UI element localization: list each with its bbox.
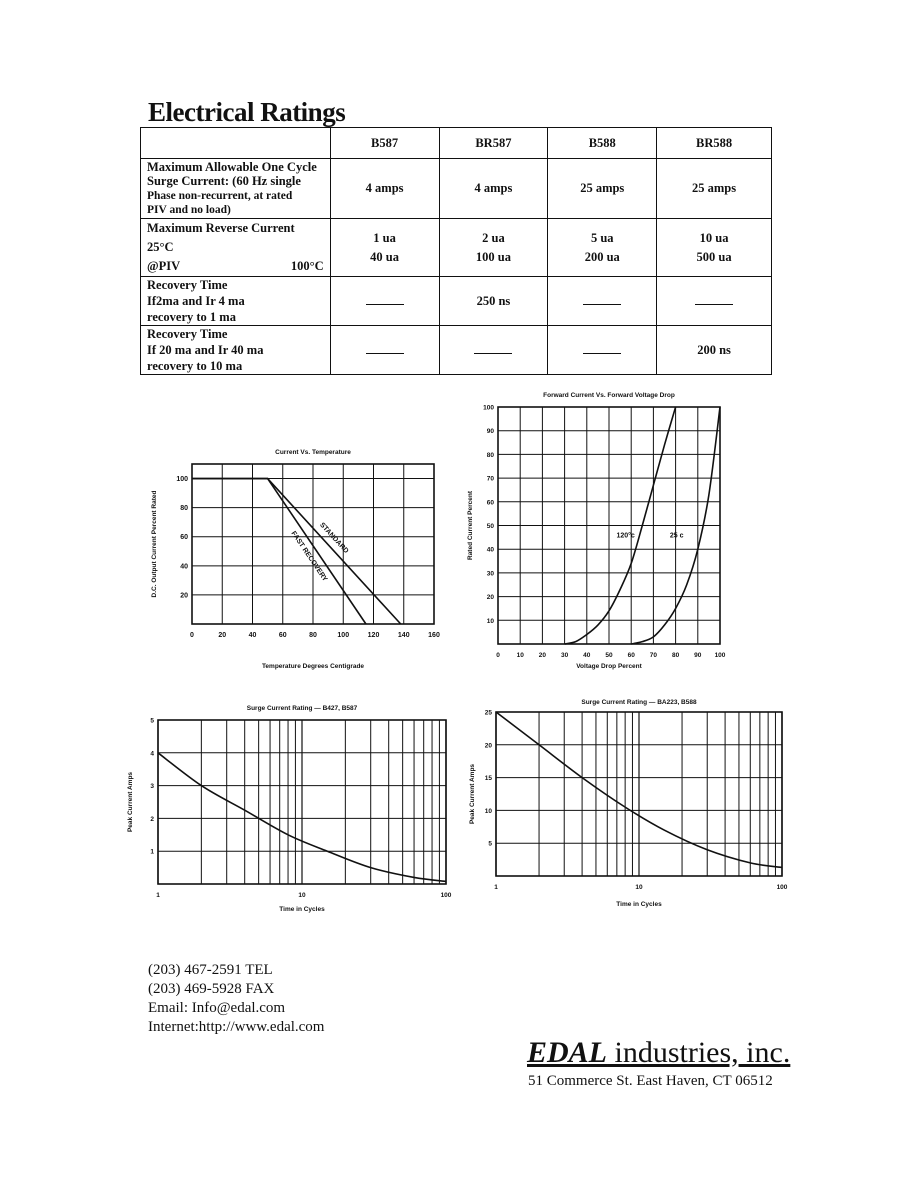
table-cell xyxy=(439,219,548,277)
x-tick-label: 60 xyxy=(627,652,635,659)
value-100c: 200 ua xyxy=(584,249,620,264)
chart-title: Surge Current Rating — BA223, B588 xyxy=(581,699,697,706)
value-100c: 40 ua xyxy=(370,249,399,264)
table-cell: 200 ns xyxy=(657,326,772,375)
chart-surge-current-b587 xyxy=(120,695,465,920)
company-name-italic: EDAL xyxy=(527,1036,608,1069)
x-tick-label: 140 xyxy=(397,632,410,639)
x-tick-label: 40 xyxy=(583,652,591,659)
label-line xyxy=(147,257,324,276)
x-tick-label: 0 xyxy=(190,632,194,639)
x-tick-label: 20 xyxy=(218,632,227,639)
value-25c: 1 ua xyxy=(373,230,396,245)
y-tick-label: 20 xyxy=(486,594,494,602)
x-tick-label: 1 xyxy=(156,892,160,899)
y-tick-label: 100 xyxy=(176,476,188,484)
label-line: If2ma and Ir 4 ma xyxy=(147,294,245,308)
value-100c: 500 ua xyxy=(696,249,732,264)
table-cell xyxy=(330,219,439,277)
series-label: STANDARD xyxy=(318,521,350,555)
chart-surge-current-b588 xyxy=(460,692,800,917)
table-cell xyxy=(548,219,657,277)
col-header-b587: B587 xyxy=(330,128,439,159)
dash-mark xyxy=(695,304,733,305)
y-tick-label: 60 xyxy=(180,534,188,542)
x-axis-label: Voltage Drop Percent xyxy=(576,663,642,670)
label-line: Recovery Time xyxy=(147,327,228,341)
table-cell: 4 amps xyxy=(439,159,548,219)
col-header-b588: B588 xyxy=(548,128,657,159)
series-label: 120°c xyxy=(616,532,635,540)
label-line: Phase non-recurrent, at rated xyxy=(147,189,293,202)
table-cell: 250 ns xyxy=(439,277,548,326)
label-line: If 20 ma and Ir 40 ma xyxy=(147,343,264,357)
x-tick-label: 80 xyxy=(671,652,680,659)
contact-email[interactable]: Email: Info@edal.com xyxy=(148,1000,286,1016)
series-label: 25 c xyxy=(669,532,684,540)
dash-mark xyxy=(474,353,512,354)
chart-forward-current-vs-voltage xyxy=(460,382,760,680)
y-axis-label: D.C. Output Current Percent Rated xyxy=(151,490,158,598)
table-cell: 25 amps xyxy=(657,159,772,219)
label-line: Surge Current: (60 Hz single xyxy=(147,174,301,188)
row-label-recovery-1 xyxy=(141,277,331,326)
contact-tel: (203) 467-2591 TEL xyxy=(148,962,273,978)
x-tick-label: 100 xyxy=(440,892,452,899)
contact-block xyxy=(148,961,324,1037)
row-label-surge xyxy=(141,159,331,219)
x-tick-label: 30 xyxy=(560,652,569,659)
y-tick-label: 2 xyxy=(150,815,154,823)
x-axis-label: Temperature Degrees Centigrade xyxy=(261,663,365,670)
chart-current-vs-temperature xyxy=(120,440,460,680)
company-address: 51 Commerce St. East Haven, CT 06512 xyxy=(528,1073,773,1089)
contact-fax: (203) 469-5928 FAX xyxy=(148,981,275,997)
y-tick-label: 5 xyxy=(150,717,154,725)
x-tick-label: 100 xyxy=(714,652,726,659)
company-name-rest: industries, inc. xyxy=(607,1036,791,1069)
x-tick-label: 100 xyxy=(776,884,788,891)
y-tick-label: 30 xyxy=(486,570,494,578)
label-100c: 100°C xyxy=(290,259,324,273)
x-axis-label: Time in Cycles xyxy=(616,901,662,908)
table-row-recovery-1 xyxy=(141,277,772,326)
series-line xyxy=(192,479,366,624)
dash-mark xyxy=(583,304,621,305)
y-tick-label: 80 xyxy=(486,451,494,459)
y-axis-label: Peak Current Amps xyxy=(127,771,134,833)
y-tick-label: 40 xyxy=(486,546,494,554)
value-25c: 2 ua xyxy=(482,230,505,245)
y-tick-label: 50 xyxy=(486,523,494,530)
col-header-br587: BR587 xyxy=(439,128,548,159)
table-cell xyxy=(330,326,439,375)
table-cell xyxy=(548,277,657,326)
x-tick-label: 90 xyxy=(694,652,702,659)
value-25c: 5 ua xyxy=(590,230,614,245)
label-line: PIV and no load) xyxy=(147,204,231,216)
y-tick-label: 10 xyxy=(484,807,492,815)
label-line: Recovery Time xyxy=(147,278,228,292)
y-tick-label: 20 xyxy=(180,592,188,600)
y-axis-label: Rated Current Percent xyxy=(467,491,474,560)
x-tick-label: 10 xyxy=(298,892,306,899)
label-piv: @PIV xyxy=(147,259,181,273)
row-label-reverse xyxy=(141,219,331,277)
y-tick-label: 15 xyxy=(484,775,492,783)
x-tick-label: 60 xyxy=(278,632,287,639)
contact-website[interactable]: Internet:http://www.edal.com xyxy=(148,1019,325,1035)
y-tick-label: 3 xyxy=(150,783,154,791)
table-cell xyxy=(548,326,657,375)
series-label: FAST RECOVERY xyxy=(289,530,329,583)
company-name xyxy=(527,1035,790,1071)
y-tick-label: 90 xyxy=(486,428,494,436)
dash-mark xyxy=(366,304,404,305)
value-25c: 10 ua xyxy=(699,230,729,245)
y-tick-label: 60 xyxy=(486,499,494,507)
y-tick-label: 70 xyxy=(486,475,494,483)
y-tick-label: 40 xyxy=(180,563,188,571)
row-label-recovery-2 xyxy=(141,326,331,375)
table-cell: 4 amps xyxy=(330,159,439,219)
x-tick-label: 1 xyxy=(494,884,498,891)
label-line: recovery to 10 ma xyxy=(147,359,243,373)
table-cell xyxy=(657,219,772,277)
chart-title: Surge Current Rating — B427, B587 xyxy=(246,705,358,712)
x-tick-label: 20 xyxy=(538,652,547,659)
chart-title: Forward Current Vs. Forward Voltage Drop xyxy=(543,392,675,399)
y-tick-label: 20 xyxy=(484,742,492,750)
x-tick-label: 10 xyxy=(516,652,524,659)
table-row-recovery-2 xyxy=(141,326,772,375)
x-tick-label: 160 xyxy=(428,632,440,639)
y-tick-label: 80 xyxy=(180,505,188,513)
table-cell: 25 amps xyxy=(548,159,657,219)
y-tick-label: 10 xyxy=(486,617,494,625)
y-tick-label: 4 xyxy=(150,750,154,758)
y-axis-label: Peak Current Amps xyxy=(469,763,476,825)
col-header-br588: BR588 xyxy=(657,128,772,159)
dash-mark xyxy=(583,353,621,354)
x-tick-label: 40 xyxy=(248,632,257,639)
x-tick-label: 120 xyxy=(367,632,380,639)
y-tick-label: 1 xyxy=(150,848,154,856)
x-tick-label: 80 xyxy=(309,632,317,639)
table-row-surge xyxy=(141,159,772,219)
table-row-reverse xyxy=(141,219,772,277)
table-header-corner xyxy=(141,128,331,159)
value-100c: 100 ua xyxy=(475,249,511,264)
dash-mark xyxy=(366,353,404,354)
x-tick-label: 70 xyxy=(649,652,658,659)
x-tick-label: 100 xyxy=(337,632,350,639)
table-cell xyxy=(657,277,772,326)
x-tick-label: 0 xyxy=(496,652,500,659)
page-title: Electrical Ratings xyxy=(148,97,346,127)
label-line: Maximum Reverse Current 25°C xyxy=(147,221,295,254)
table-header-row xyxy=(141,128,772,159)
chart-title: Current Vs. Temperature xyxy=(275,449,351,456)
x-tick-label: 50 xyxy=(605,652,613,659)
y-tick-label: 100 xyxy=(483,404,494,412)
series-line xyxy=(192,479,401,624)
x-tick-label: 10 xyxy=(635,884,643,891)
x-axis-label: Time in Cycles xyxy=(279,906,325,913)
y-tick-label: 25 xyxy=(484,709,492,717)
label-line: Maximum Allowable One Cycle xyxy=(147,159,317,174)
ratings-table xyxy=(140,127,772,375)
y-tick-label: 5 xyxy=(488,840,492,848)
label-line: recovery to 1 ma xyxy=(147,310,236,324)
table-cell xyxy=(439,326,548,375)
table-cell xyxy=(330,277,439,326)
